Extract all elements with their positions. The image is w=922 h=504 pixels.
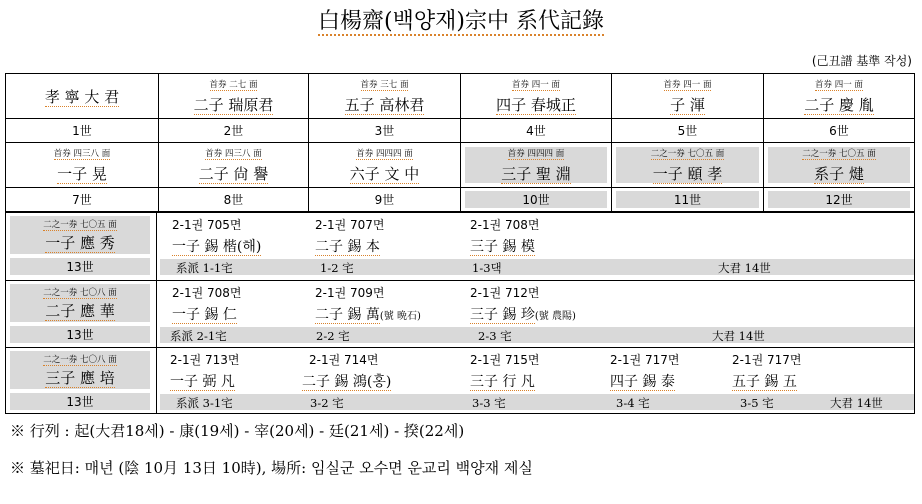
branch-lineage-bar xyxy=(160,394,914,410)
generation-cell: 12世 xyxy=(763,187,915,212)
page-ref: 2-1권 708면 xyxy=(172,286,242,300)
ancestor-cell xyxy=(5,142,159,188)
page-title: 白楊齋(백양재)宗中 系代記錄 xyxy=(318,9,604,34)
ancestor-name: 四子 春城正 xyxy=(496,96,576,114)
ancestor-name: 子 渾 xyxy=(670,96,705,114)
generation-cell: 10世 xyxy=(460,187,612,212)
volume-page-ref: 首券 四四四 面 xyxy=(507,149,565,159)
page-ref: 2-1권 707면 xyxy=(315,218,385,232)
lineage-label: 系派 2-1宅 xyxy=(170,329,227,343)
page-ref: 2-1권 717면 xyxy=(732,353,802,367)
page-ref: 2-1권 712면 xyxy=(470,286,540,300)
child-name: 二子 錫 鴻(홍) xyxy=(302,374,392,390)
child-name: 三子 錫 模 xyxy=(470,239,535,255)
lineage-label: 3-2 宅 xyxy=(310,396,344,410)
lineage-label: 系派 3-1宅 xyxy=(176,396,233,410)
basis-note: (己丑譜 基準 작성) xyxy=(811,54,912,68)
ancestor-cell xyxy=(763,142,915,188)
lineage-label: 大君 14世 xyxy=(712,329,765,343)
child-name: 三子 錫 珍(號 農陽) xyxy=(470,307,576,323)
child-name: 一子 弼 凡 xyxy=(170,374,235,390)
child-name: 二子 錫 萬(號 晩石) xyxy=(315,307,421,323)
lineage-label: 3-4 宅 xyxy=(616,396,650,410)
page-ref: 2-1권 708면 xyxy=(470,218,540,232)
generation-cell: 2世 xyxy=(158,118,309,143)
page-ref: 2-1권 705면 xyxy=(172,218,242,232)
child-name: 三子 行 凡 xyxy=(470,374,535,390)
volume-page-ref: 首券 四三八 面 xyxy=(53,149,111,159)
volume-page-ref: 二之一券 七〇五 面 xyxy=(802,149,876,159)
generation-cell: 9世 xyxy=(308,187,461,212)
ancestor-cell xyxy=(460,142,612,188)
child-name: 一子 錫 楷(해) xyxy=(172,239,262,255)
generation-cell: 4世 xyxy=(460,118,612,143)
pen-name-note: (號 晩石) xyxy=(379,311,421,322)
ancestor-name: 二子 尙 譽 xyxy=(198,165,269,183)
branch-head: 二之一券 七〇八 面 二子 應 華 xyxy=(10,284,150,322)
branch-head: 二之一券 七〇八 面 三子 應 培 xyxy=(10,351,150,389)
volume-page-ref: 首券 四一 面 xyxy=(512,80,560,90)
ancestor-cell xyxy=(460,73,612,119)
lineage-label: 1-2 宅 xyxy=(320,261,354,275)
volume-page-ref: 首券 三七 面 xyxy=(360,80,409,90)
branch-lineage-bar xyxy=(160,327,914,343)
child-name: 一子 錫 仁 xyxy=(172,307,237,323)
ancestor-cell xyxy=(308,142,461,188)
ancestor-name: 五子 高林君 xyxy=(344,96,425,114)
ancestor-cell xyxy=(158,73,309,119)
page-ref: 2-1권 715면 xyxy=(470,353,540,367)
volume-page-ref: 首券 四四四 面 xyxy=(356,149,413,159)
child-name: 五子 錫 五 xyxy=(732,374,797,390)
branch-generation: 13世 xyxy=(10,326,150,343)
branch-generation: 13世 xyxy=(10,258,150,275)
memorial-rite-line: ※ 墓祀日: 매년 (陰 10月 13日 10時), 場所: 임실군 오수면 운교리 백양재 제실 xyxy=(10,459,533,477)
generation-cell: 1世 xyxy=(5,118,159,143)
ancestor-name: 三子 聖 淵 xyxy=(501,165,571,183)
branch-generation: 13世 xyxy=(10,393,150,410)
lineage-label: 大君 14世 xyxy=(830,396,883,410)
ancestor-name: 一子 頤 孝 xyxy=(652,165,723,183)
ancestor-cell xyxy=(763,73,915,119)
lineage-label: 2-2 宅 xyxy=(316,329,350,343)
generation-cell: 3世 xyxy=(308,118,461,143)
generation-cell: 8世 xyxy=(158,187,309,212)
ancestor-name: 孝 寧 大 君 xyxy=(44,88,120,106)
ancestor-cell xyxy=(611,73,764,119)
page-ref: 2-1권 709면 xyxy=(315,286,385,300)
volume-page-ref: 首券 四一 面 xyxy=(663,80,712,90)
pen-name-note: (號 農陽) xyxy=(534,311,576,322)
lineage-label: 2-3 宅 xyxy=(478,329,512,343)
volume-page-ref: 首券 四三八 面 xyxy=(205,149,262,159)
generation-cell: 7世 xyxy=(5,187,159,212)
ancestor-cell xyxy=(5,73,159,119)
lineage-label: 系派 1-1宅 xyxy=(176,261,233,275)
ancestor-cell xyxy=(308,73,461,119)
branch-lineage-bar xyxy=(160,259,914,275)
ancestor-name: 一子 晃 xyxy=(57,165,107,183)
volume-page-ref: 首券 二七 面 xyxy=(209,80,258,90)
generation-cell: 11世 xyxy=(611,187,764,212)
volume-page-ref: 二之一券 七〇五 面 xyxy=(650,149,725,159)
ancestor-name: 六子 文 中 xyxy=(349,165,420,183)
ancestor-name: 二子 慶 胤 xyxy=(804,96,874,114)
child-name: 四子 錫 泰 xyxy=(610,374,675,390)
branch-head: 二之一券 七〇五 面 一子 應 秀 xyxy=(10,216,150,254)
lineage-label: 大君 14世 xyxy=(718,261,771,275)
ancestor-name: 二子 瑞原君 xyxy=(193,96,274,114)
generation-names-line: ※ 行列 : 起(大君18세) - 康(19세) - 宰(20세) - 廷(21세) - 揆(22세) xyxy=(10,422,465,440)
page-ref: 2-1권 717면 xyxy=(610,353,680,367)
page-ref: 2-1권 714면 xyxy=(309,353,379,367)
lineage-label: 3-3 宅 xyxy=(472,396,506,410)
lineage-label: 3-5 宅 xyxy=(740,396,774,410)
child-name: 二子 錫 本 xyxy=(315,239,380,255)
generation-cell: 6世 xyxy=(763,118,915,143)
ancestor-cell xyxy=(158,142,309,188)
lineage-label: 1-3댁 xyxy=(472,261,502,275)
page-ref: 2-1권 713면 xyxy=(170,353,240,367)
ancestor-cell xyxy=(611,142,764,188)
volume-page-ref: 首券 四一 面 xyxy=(815,80,863,90)
generation-cell: 5世 xyxy=(611,118,764,143)
ancestor-name: 系子 煡 xyxy=(814,165,864,183)
